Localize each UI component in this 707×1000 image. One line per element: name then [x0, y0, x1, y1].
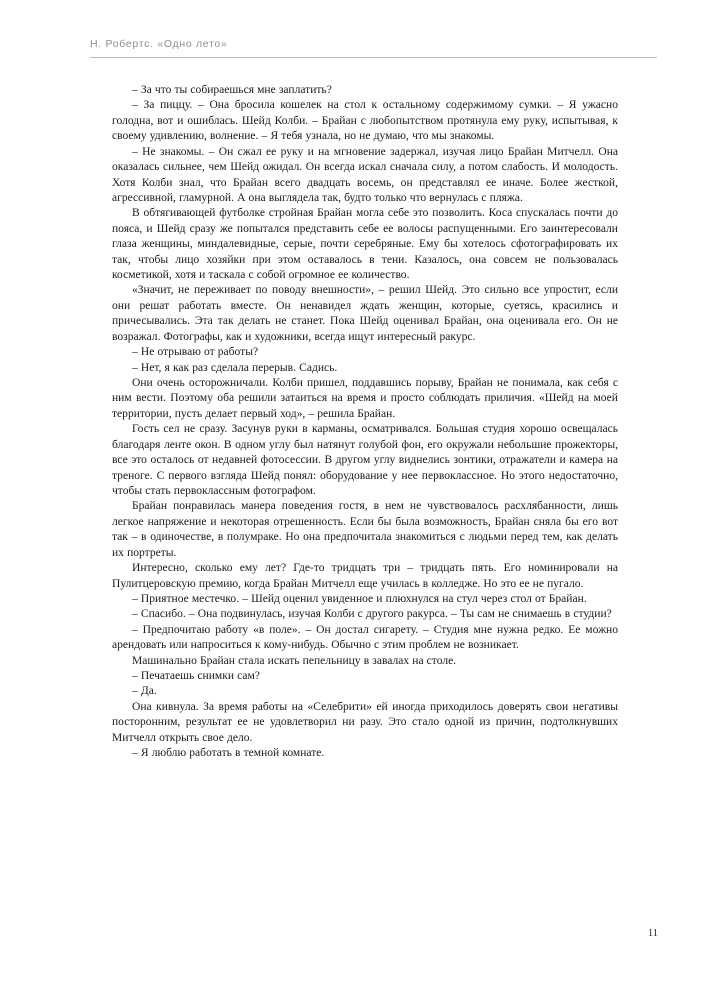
paragraph: Она кивнула. За время работы на «Селебрити» ей иногда приходилось доверять свои негативы посторонним, результат ее не удовлетворил ни разу. Это стало одной из причин, подтолкнувших Митчелл открыть свое дело. [112, 700, 618, 744]
paragraph: Они очень осторожничали. Колби пришел, поддавшись порыву, Брайан не понимала, как себя с ним вести. Поэтому оба решили затаиться на время и просто соблюдать приличия. «Шейд на моей территории, пусть делает первый ход», – решила Брайан. [112, 377, 618, 420]
paragraph: – Не знакомы. – Он сжал ее руку и на мгновение задержал, изучая лицо Брайан Митчелл. Она оказалась сильнее, чем Шейд ожидал. Он всегда искал сначала силу, а потом слабость. И молодость. Хотя Колби знал, что Брайан всего двадцать восемь, он представлял ее иначе. Более жесткой, агрессивной, гламурной. А она выглядела так, будто только что вернулась с пляжа. [112, 145, 618, 204]
running-head-text: Н. Робертс. «Одно лето» [90, 38, 228, 50]
paragraph: – За пиццу. – Она бросила кошелек на стол к остальному содержимому сумки. – Я ужасно голодна, вот и ошиблась. Шейд Колби. – Брайан с любопытством протянула ему руку, испытывая, к своему удивлению, волнение. – Я тебя узнала, но не думаю, что мы знакомы. [112, 99, 618, 143]
paragraph: – Предпочитаю работу «в поле». – Он достал сигарету. – Студия мне нужна редко. Ее можно арендовать или напроситься к кому-нибудь. Обычно с этим проблем не возникает. [112, 623, 618, 652]
header-divider-rule [90, 57, 657, 58]
paragraph: – Печатаешь снимки сам? [132, 670, 260, 683]
body-text-block [112, 83, 618, 762]
paragraph: – Не отрываю от работы? [132, 346, 259, 359]
paragraph: – За что ты собираешься мне заплатить? [132, 84, 332, 96]
paragraph: – Приятное местечко. – Шейд оценил увиденное и плюхнулся на стул через стол от Брайан. [132, 592, 587, 605]
paragraph: – Спасибо. – Она подвинулась, изучая Колби с другого ракурса. – Ты сам не снимаешь в студии? [132, 608, 612, 621]
paragraph: «Значит, не переживает по поводу внешности», – решил Шейд. Это сильно все упростит, если они решат работать вместе. Он ненавидел ждать женщин, которые, суетясь, красились и причесывались. Эта так делать не станет. Пока Шейд оценивал Брайан, она оценивала его. Он не возражал. Фотографы, как и художники, всегда ищут интересный ракурс. [112, 284, 618, 343]
paragraph: Интересно, сколько ему лет? Где-то тридцать три – тридцать пять. Его номинировали на Пулитцеровскую премию, когда Брайан Митчелл еще училась в колледже. Но это ее не пугало. [112, 562, 618, 590]
paragraph: Брайан понравилась манера поведения гостя, в нем не чувствовалось расхлябанности, лишь легкое напряжение и некоторая отрешенность. Если бы была возможность, Брайан сняла бы его вот так – в одиночестве, в полумраке. Но она предпочитала знакомиться с людьми перед тем, как делать их портреты. [112, 500, 618, 559]
paragraph: Гость сел не сразу. Засунув руки в карманы, осматривался. Большая студия хорошо освещалась благодаря ленте окон. В одном углу был натянут голубой фон, его окружали небольшие прожекторы, все это осталось от недавней фотосессии. В другом углу виднелись зонтики, отражатели и камера на треноге. С первого взгляда Шейд понял: оборудование у нее первоклассное. Но этого недостаточно, чтобы стать первоклассным фотографом. [112, 423, 618, 497]
paragraph: – Я люблю работать в темной комнате. [132, 747, 325, 760]
running-head [90, 38, 657, 51]
page-number: 11 [647, 928, 658, 939]
paragraph: – Нет, я как раз сделала перерыв. Садись. [132, 361, 338, 374]
paragraph: В обтягивающей футболке стройная Брайан могла себе это позволить. Коса спускалась почти до пояса, и Шейд сразу же попытался представить себе ее волосы распущенными. Его заинтересовали глаза женщины, миндалевидные, серые, почти серебряные. Ему бы хотелось сфотографировать их так, чтобы лицо хозяйки при этом оставалось в тени. Казалось, она совсем не пользовалась косметикой, хотя и таскала с собой огромное ее количество. [112, 207, 618, 282]
paragraph: Машинально Брайан стала искать пепельницу в завалах на столе. [132, 654, 457, 667]
paragraph: – Да. [132, 685, 157, 698]
